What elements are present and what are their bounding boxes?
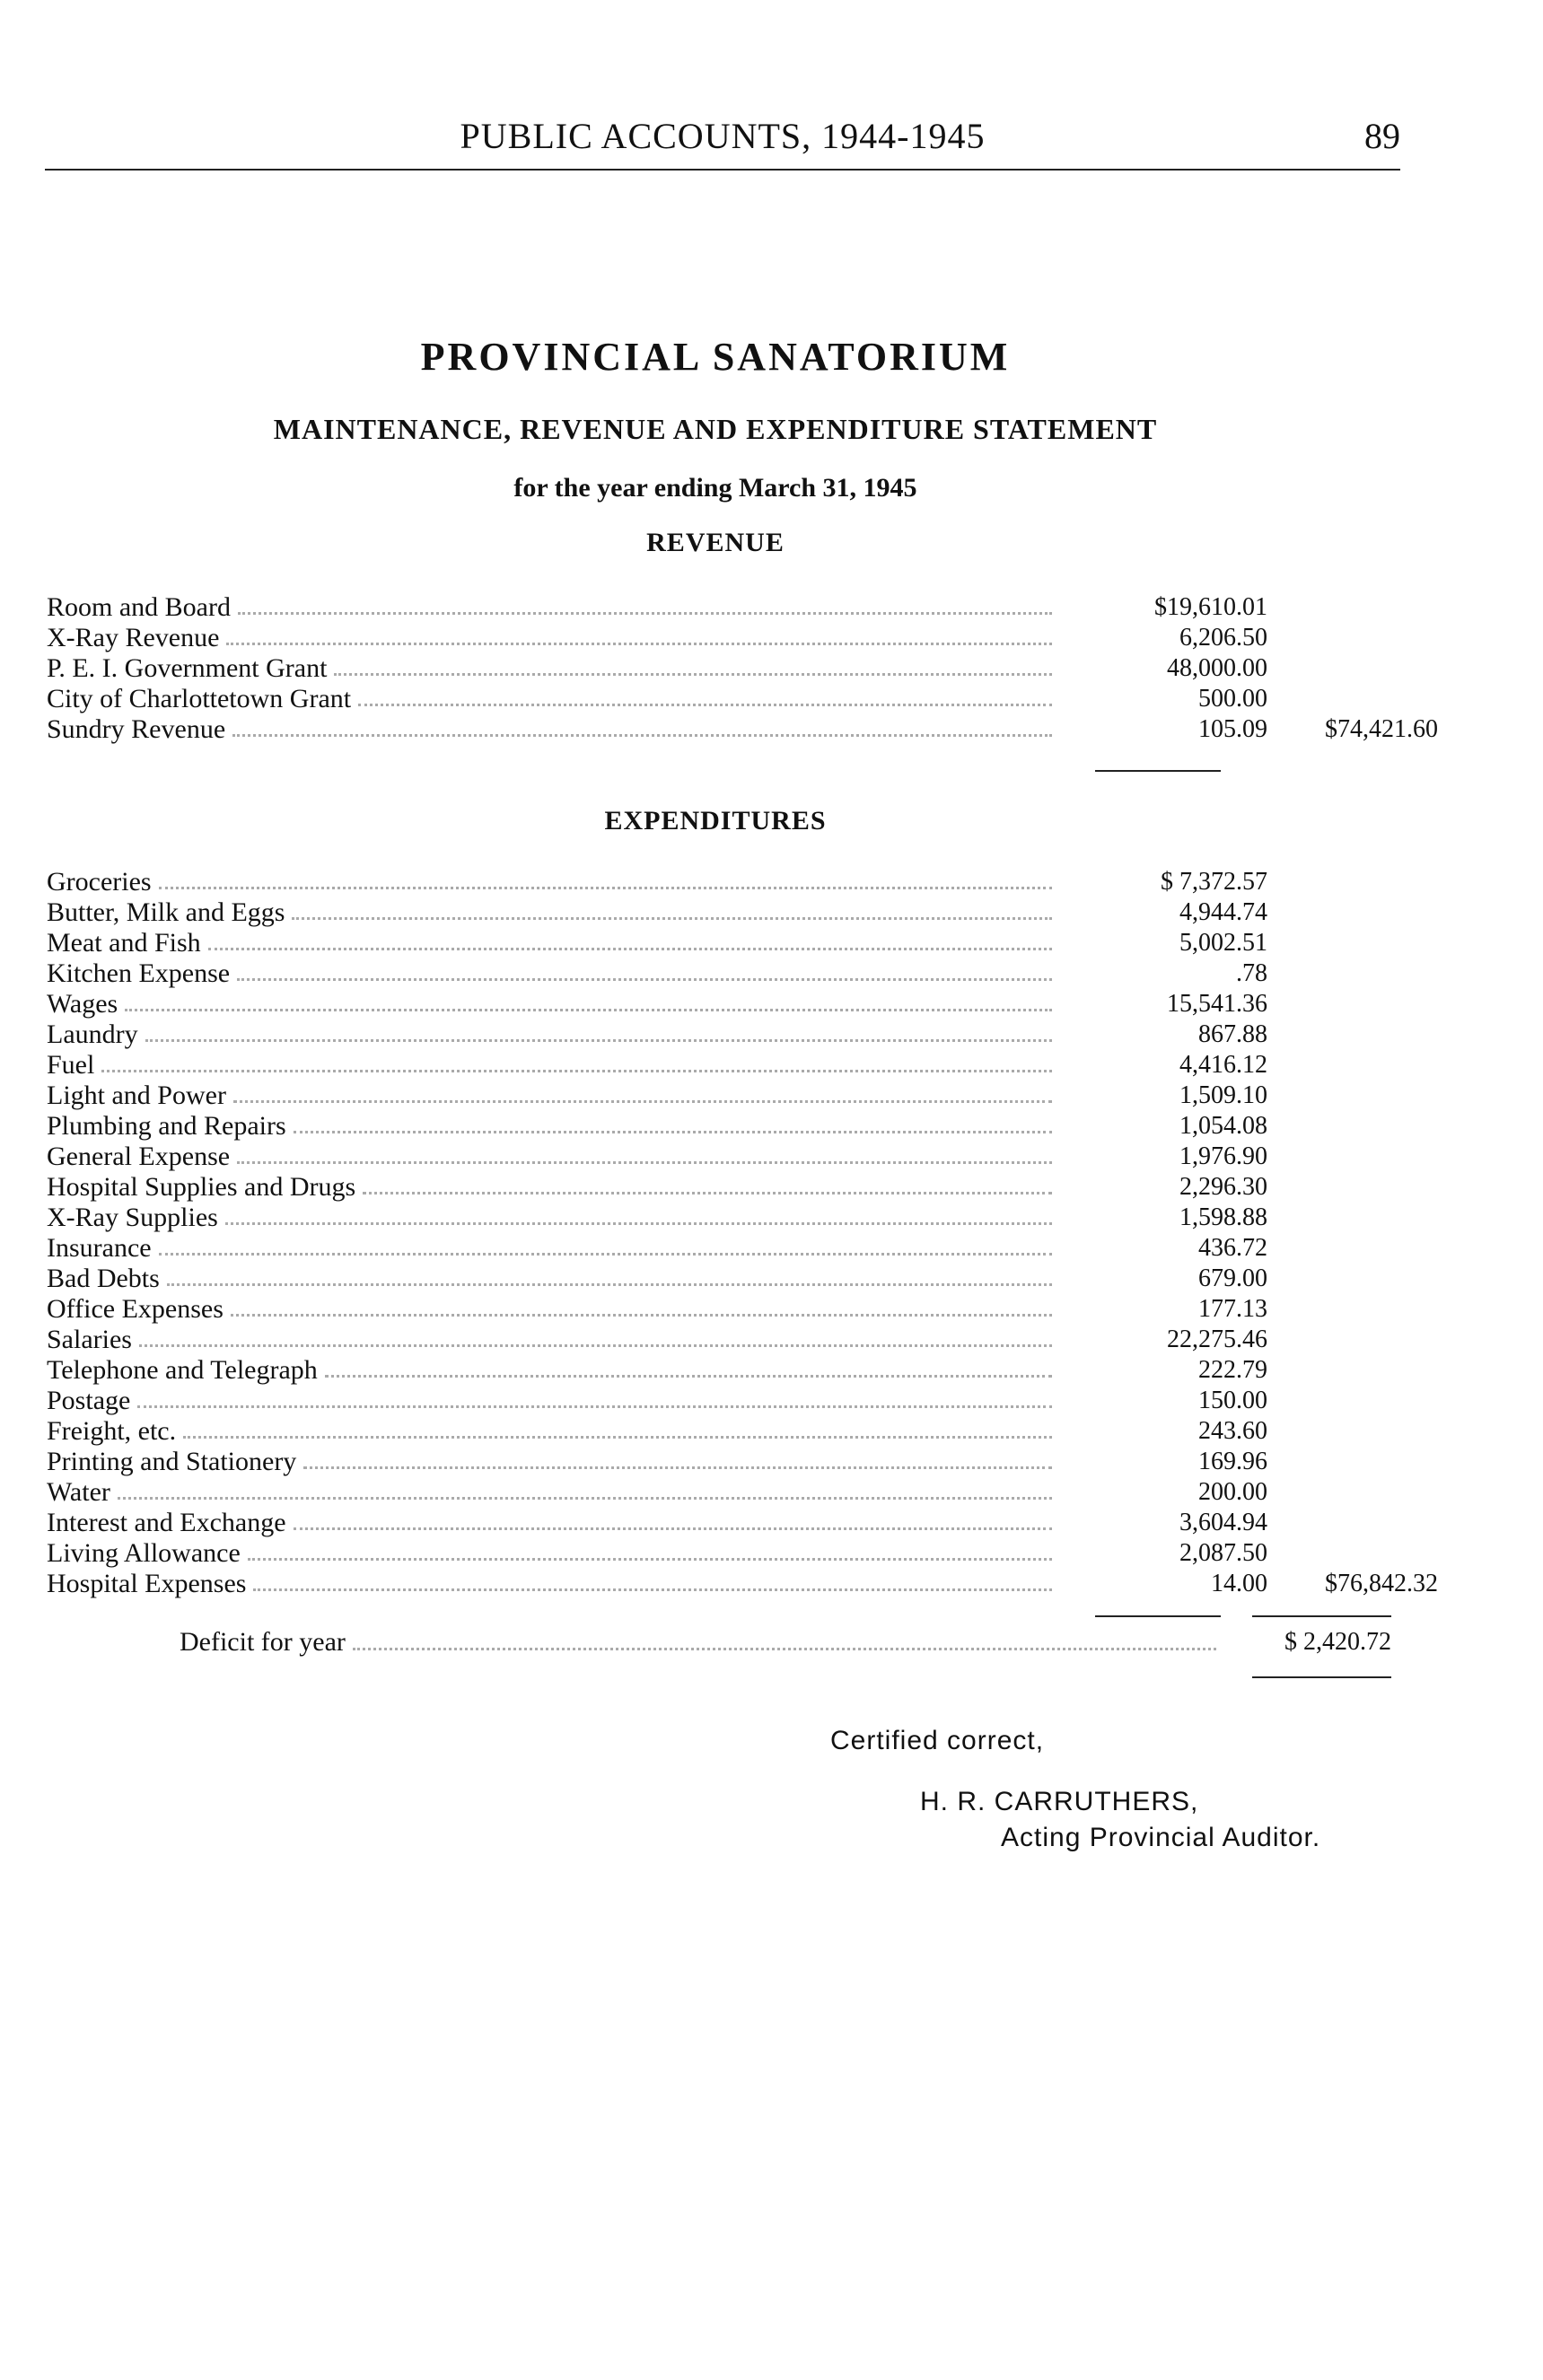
revenue-row <box>47 623 1393 653</box>
statement-period: for the year ending March 31, 1945 <box>513 473 917 503</box>
expenditure-label: Insurance <box>47 1233 152 1263</box>
expenditure-amount: 1,054.08 <box>1179 1112 1267 1140</box>
expenditure-label: X-Ray Supplies <box>47 1203 218 1232</box>
expenditure-amount: 1,509.10 <box>1179 1081 1267 1109</box>
expenditure-row <box>47 1233 1393 1264</box>
expenditure-amount: 15,541.36 <box>1167 990 1267 1018</box>
expenditure-label: Kitchen Expense <box>47 958 231 988</box>
certification-statement: Certified correct, <box>830 1726 1045 1755</box>
revenue-table <box>47 592 1438 745</box>
expenditure-amount: 2,087.50 <box>1179 1539 1267 1567</box>
expenditure-amount: 222.79 <box>1198 1356 1267 1384</box>
expenditure-amount: 2,296.30 <box>1179 1173 1267 1201</box>
expenditure-label: Hospital Expenses <box>47 1569 247 1598</box>
expenditure-row <box>47 1111 1393 1142</box>
expenditures-total: $76,842.32 <box>1325 1570 1438 1597</box>
running-title: PUBLIC ACCOUNTS, 1944-1945 <box>460 116 986 156</box>
expenditure-amount: 177.13 <box>1198 1295 1267 1323</box>
expenditure-amount: $ 7,372.57 <box>1161 868 1267 896</box>
expenditure-label: Printing and Stationery <box>47 1447 297 1476</box>
expenditure-row <box>47 1355 1393 1386</box>
expenditures-table <box>47 867 1438 1599</box>
auditor-title: Acting Provincial Auditor. <box>1001 1823 1321 1852</box>
expenditure-amount: .78 <box>1236 959 1267 987</box>
expenditure-row <box>47 1538 1393 1569</box>
expenditure-row <box>47 1386 1393 1416</box>
expenditure-amount: 4,944.74 <box>1179 898 1267 926</box>
expenditure-row <box>47 1477 1393 1508</box>
expenditure-row <box>47 1325 1393 1355</box>
statement-title: PROVINCIAL SANATORIUM <box>420 335 1011 379</box>
expenditure-label: General Expense <box>47 1142 231 1171</box>
expenditure-amount: 867.88 <box>1198 1020 1267 1048</box>
expenditure-label: Groceries <box>47 867 152 897</box>
expenditure-label: Plumbing and Repairs <box>47 1111 286 1141</box>
expenditure-label: Hospital Supplies and Drugs <box>47 1172 356 1202</box>
revenue-label: City of Charlottetown Grant <box>47 684 352 713</box>
expenditure-amount: 200.00 <box>1198 1478 1267 1506</box>
expenditure-amount: 679.00 <box>1198 1264 1267 1292</box>
expenditure-label: Postage <box>47 1386 131 1415</box>
expenditure-label: Laundry <box>47 1019 138 1049</box>
expenditure-label: Meat and Fish <box>47 928 201 958</box>
expenditure-row <box>47 1172 1393 1203</box>
expenditure-row <box>47 897 1393 928</box>
expenditure-label: Living Allowance <box>47 1538 241 1568</box>
expenditure-label: Bad Debts <box>47 1264 160 1293</box>
expenditure-amount: 3,604.94 <box>1179 1509 1267 1536</box>
revenue-amount: 105.09 <box>1198 715 1267 743</box>
expenditure-label: Interest and Exchange <box>47 1508 286 1537</box>
expenditure-label: Telephone and Telegraph <box>47 1355 318 1385</box>
totals-rule <box>1252 1615 1391 1617</box>
revenue-row <box>47 592 1393 623</box>
expenditure-label: Salaries <box>47 1325 132 1354</box>
expenditure-amount: 1,976.90 <box>1179 1142 1267 1170</box>
expenditure-amount: 436.72 <box>1198 1234 1267 1262</box>
deficit-row <box>180 1626 1216 1658</box>
expenditure-label: Office Expenses <box>47 1294 224 1324</box>
statement-subtitle: MAINTENANCE, REVENUE AND EXPENDITURE STATEMENT <box>273 413 1158 445</box>
expenditures-heading: EXPENDITURES <box>604 806 827 836</box>
revenue-label: P. E. I. Government Grant <box>47 653 328 683</box>
expenditure-row <box>47 1019 1393 1050</box>
expenditure-label: Freight, etc. <box>47 1416 177 1446</box>
expenditure-amount: 5,002.51 <box>1179 929 1267 957</box>
expenditure-row <box>47 1081 1393 1111</box>
revenue-amount: 6,206.50 <box>1179 624 1267 652</box>
deficit-rule <box>1252 1676 1391 1678</box>
expenditure-label: Water <box>47 1477 110 1507</box>
deficit-amount: $ 2,420.72 <box>1284 1628 1391 1656</box>
expenditure-row <box>47 1203 1393 1233</box>
revenue-amount: $19,610.01 <box>1154 593 1267 621</box>
revenue-amount: 48,000.00 <box>1167 654 1267 682</box>
expenditure-row <box>47 1050 1393 1081</box>
expenditure-amount: 150.00 <box>1198 1387 1267 1414</box>
expenditure-amount: 243.60 <box>1198 1417 1267 1445</box>
revenue-label: Sundry Revenue <box>47 714 226 744</box>
expenditure-row <box>47 1569 1438 1599</box>
expenditure-amount: 1,598.88 <box>1179 1203 1267 1231</box>
revenue-row <box>47 714 1438 745</box>
expenditure-row <box>47 1447 1393 1477</box>
revenue-total: $74,421.60 <box>1325 715 1438 743</box>
expenditure-label: Wages <box>47 989 118 1019</box>
revenue-label: X-Ray Revenue <box>47 623 220 652</box>
page-header <box>45 115 1400 171</box>
expenditure-row <box>47 1508 1393 1538</box>
expenditure-row <box>47 958 1393 989</box>
expenditure-row <box>47 1142 1393 1172</box>
expenditure-amount: 4,416.12 <box>1179 1051 1267 1079</box>
expenditure-amount: 14.00 <box>1211 1570 1267 1597</box>
expenditure-row <box>47 1416 1393 1447</box>
revenue-heading: REVENUE <box>646 528 785 557</box>
page-number: 89 <box>1364 116 1400 156</box>
expenditure-row <box>47 989 1393 1019</box>
revenue-amount: 500.00 <box>1198 685 1267 713</box>
expenditure-label: Light and Power <box>47 1081 226 1110</box>
revenue-row <box>47 684 1393 714</box>
expenditure-amount: 22,275.46 <box>1167 1326 1267 1353</box>
expenditure-row <box>47 867 1393 897</box>
expenditure-label: Fuel <box>47 1050 95 1080</box>
expenditure-row <box>47 1264 1393 1294</box>
auditor-name: H. R. CARRUTHERS, <box>920 1787 1199 1816</box>
deficit-label: Deficit for year <box>180 1627 346 1657</box>
expenditure-row <box>47 1294 1393 1325</box>
revenue-row <box>47 653 1393 684</box>
expenditure-row <box>47 928 1393 958</box>
expenditures-rule <box>1095 1615 1221 1617</box>
expenditure-amount: 169.96 <box>1198 1448 1267 1475</box>
expenditure-label: Butter, Milk and Eggs <box>47 897 285 927</box>
revenue-rule <box>1095 770 1221 772</box>
revenue-label: Room and Board <box>47 592 231 622</box>
